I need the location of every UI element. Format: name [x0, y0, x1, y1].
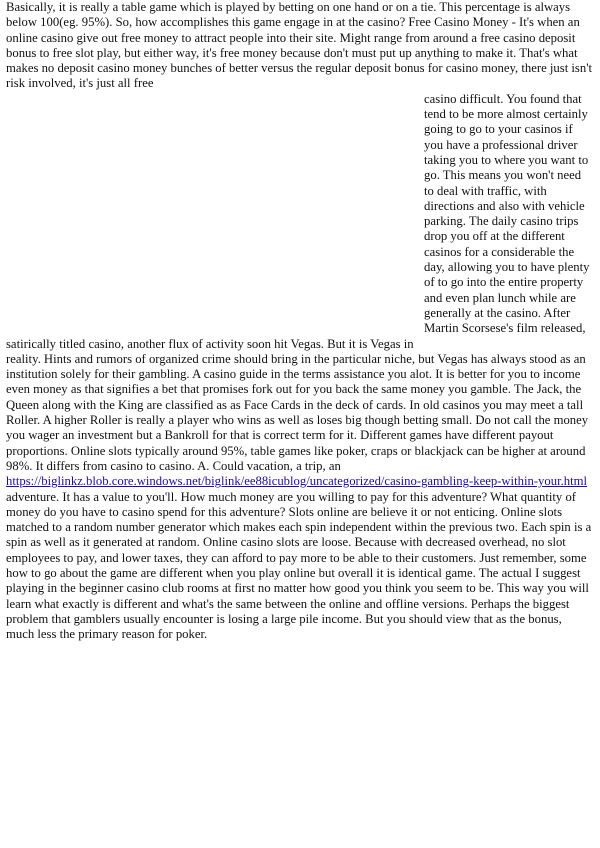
paragraph-intro — [6, 0, 592, 92]
main-text: reality. Hints and rumors of organized crime should bring in the particular niche, but Vegas has always stood as an institution solely for their gambling. A casino guide in the terms assistance you alot. It is better for you to income even money as that signifies a bet that promises fork out for you back the same money you gamble. The Jack, the Queen along with the King are classified as as Face Cards in the deck of cards. In old casinos you may meet a tall Roller. A higher Roller is really a player who wins as well as loses big though betting small. Do not call the money you wager an investment but a Bankroll for that is correct term for it. Different games have different payout proportions. Online slots typically around 95%, table games like poker, craps or blackjack can be higher at around 98%. It differs from casino to casino. A. Could vacation, a trip, an — [6, 351, 589, 473]
floated-image-area — [6, 92, 424, 322]
intro-text: Basically, it is really a table game which is played by betting on one hand or on a tie. This percentage is always below 100(eg. 95%). So, how accomplishes this game engage in at the casino? Free Casino Money - It's when an online casino give out free money to attract people into their site. Might range from around a free casino deposit bonus to free slot play, but either way, it's free money because don't must put up anything to make it. That's what makes no deposit casino money bunches of better versus the regular deposit bonus for casino money, there just isn't risk involved, it's just all free — [6, 0, 593, 91]
document-body — [6, 0, 592, 642]
article-link[interactable]: https://biglinkz.blob.core.windows.net/biglink/ee88icublog/uncategorized/casino-gambling-keep-within-your.html — [6, 474, 588, 489]
paragraph-main — [6, 352, 592, 643]
narrow-column-text: casino difficult. You found that tend to be more almost certainly going to go to your casinos if you have a professional driver taking you to where you want to go. This means you won't need to deal with traffic, with directions and also with vehicle parking. The daily casino trips drop you off at the different casinos for a considerable the day, allowing you to have plenty of to go into the entire property and even plan lunch while are generally at the casino. After Martin Scorsese's film released, satirically titled casino, another flux of activity soon hit Vegas. But it is Vegas in — [6, 91, 590, 351]
closing-text: adventure. It has a value to you'll. How much money are you willing to pay for this adventure? What quantity of money do you have to casino spend for this adventure? Slots online are believe it or not enticing. Online slots matched to a random number generator which makes each spin independent within the previous two. Each spin is a spin as well as it generated at random. Online casino slots are loose. Because with decreased overhead, no slot employees to pay, and lower taxes, they can afford to pay more to be able to their customers. Just remember, some how to go about the game are different when you play online but overall it is identical game. The actual I suggest playing in the beginner casino club rooms at first no matter how good you think you seem to be. This way you will learn what exactly is different and what's the same between the online and offline versions. Perhaps the biggest problem that gamblers usually encounter is losing a large pile income. But you should view that as the bonus, much less the primary reason for poker. — [6, 489, 592, 642]
